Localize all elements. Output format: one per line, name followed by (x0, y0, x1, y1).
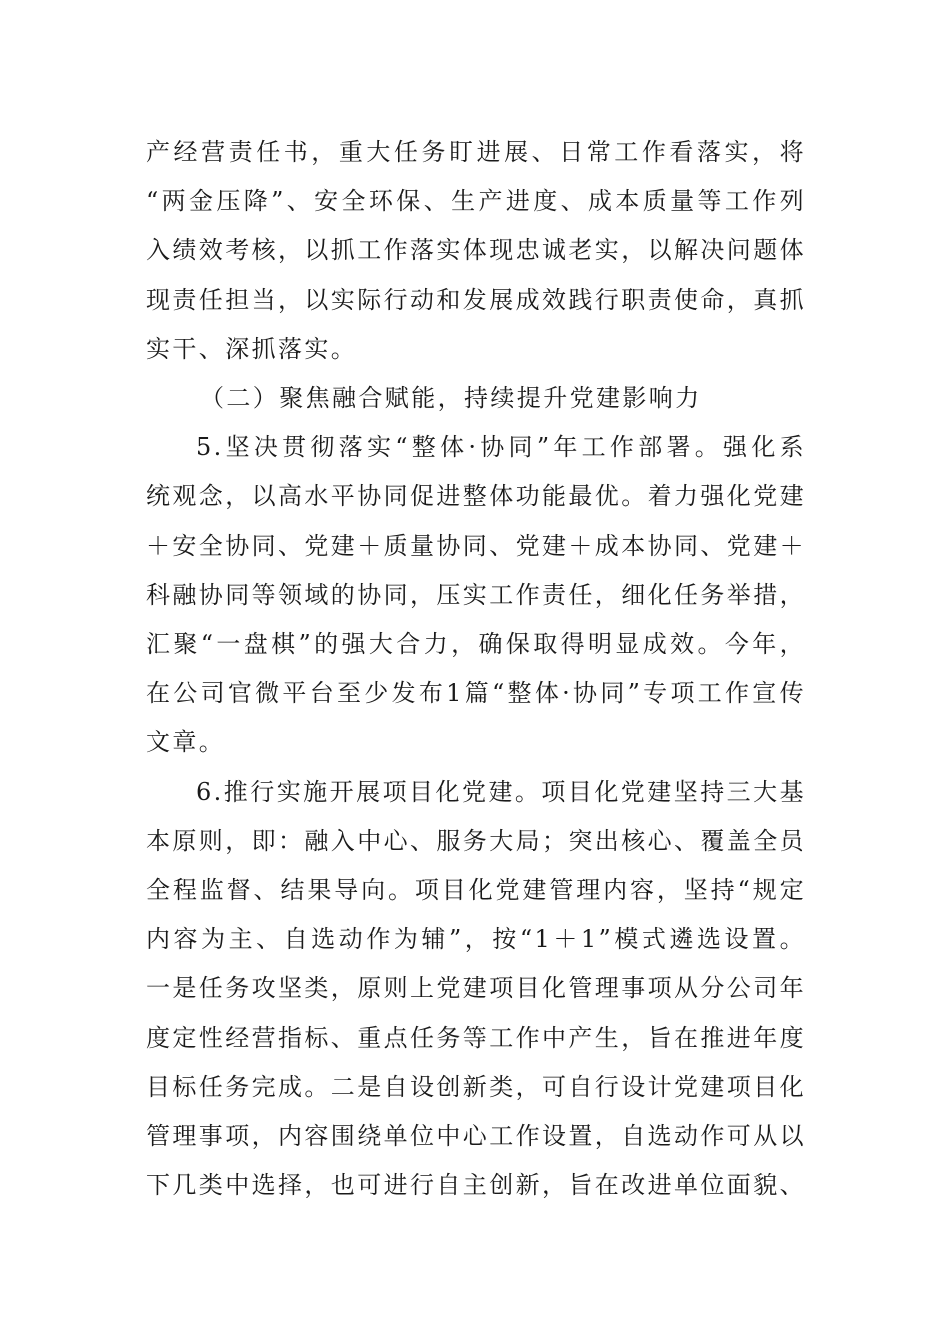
text-line: 统观念，以高水平协同促进整体功能最优。着力强化党建 (146, 482, 806, 511)
document-body (146, 128, 806, 1210)
text-line: 产经营责任书，重大任务盯进展、日常工作看落实，将 (146, 138, 806, 166)
text-line: 一是任务攻坚类，原则上党建项目化管理事项从分公司年 (146, 974, 806, 1003)
text-line: 全程监督、结果导向。项目化党建管理内容，坚持“规定 (146, 876, 806, 905)
text-line: “两金压降”、安全环保、生产进度、成本质量等工作列 (146, 187, 806, 216)
paragraph-item-6 (146, 768, 806, 1211)
text-line: 度定性经营指标、重点任务等工作中产生，旨在推进年度 (146, 1023, 806, 1052)
text-line: 入绩效考核，以抓工作落实体现忠诚老实，以解决问题体 (146, 236, 806, 265)
text-line: 在公司官微平台至少发布1篇“整体·协同”专项工作宣传 (146, 679, 806, 708)
text-line: 文章。 (146, 728, 226, 757)
text-line: 5.坚决贯彻落实“整体·协同”年工作部署。强化系 (196, 433, 806, 462)
text-line: （二）聚焦融合赋能，持续提升党建影响力 (200, 384, 702, 413)
text-line: 实干、深抓落实。 (146, 334, 358, 363)
text-line: 6.推行实施开展项目化党建。项目化党建坚持三大基 (196, 777, 806, 806)
text-line: 内容为主、自选动作为辅”，按“1＋1”模式遴选设置。 (146, 925, 806, 954)
text-line: ＋安全协同、党建＋质量协同、党建＋成本协同、党建＋ (146, 531, 806, 560)
text-line: 管理事项，内容围绕单位中心工作设置，自选动作可从以 (146, 1122, 806, 1151)
text-line: 现责任担当，以实际行动和发展成效践行职责使命，真抓 (146, 285, 806, 314)
section-heading (146, 374, 806, 423)
text-line: 科融协同等领域的协同，压实工作责任，细化任务举措， (146, 580, 806, 609)
text-line: 下几类中选择，也可进行自主创新，旨在改进单位面貌、 (146, 1171, 806, 1200)
text-line: 目标任务完成。二是自设创新类，可自行设计党建项目化 (146, 1072, 806, 1101)
paragraph-item-5 (146, 423, 806, 767)
paragraph-responsibility (146, 128, 806, 374)
text-line: 本原则，即：融入中心、服务大局；突出核心、覆盖全员 (146, 826, 806, 855)
text-line: 汇聚“一盘棋”的强大合力，确保取得明显成效。今年， (146, 630, 806, 659)
